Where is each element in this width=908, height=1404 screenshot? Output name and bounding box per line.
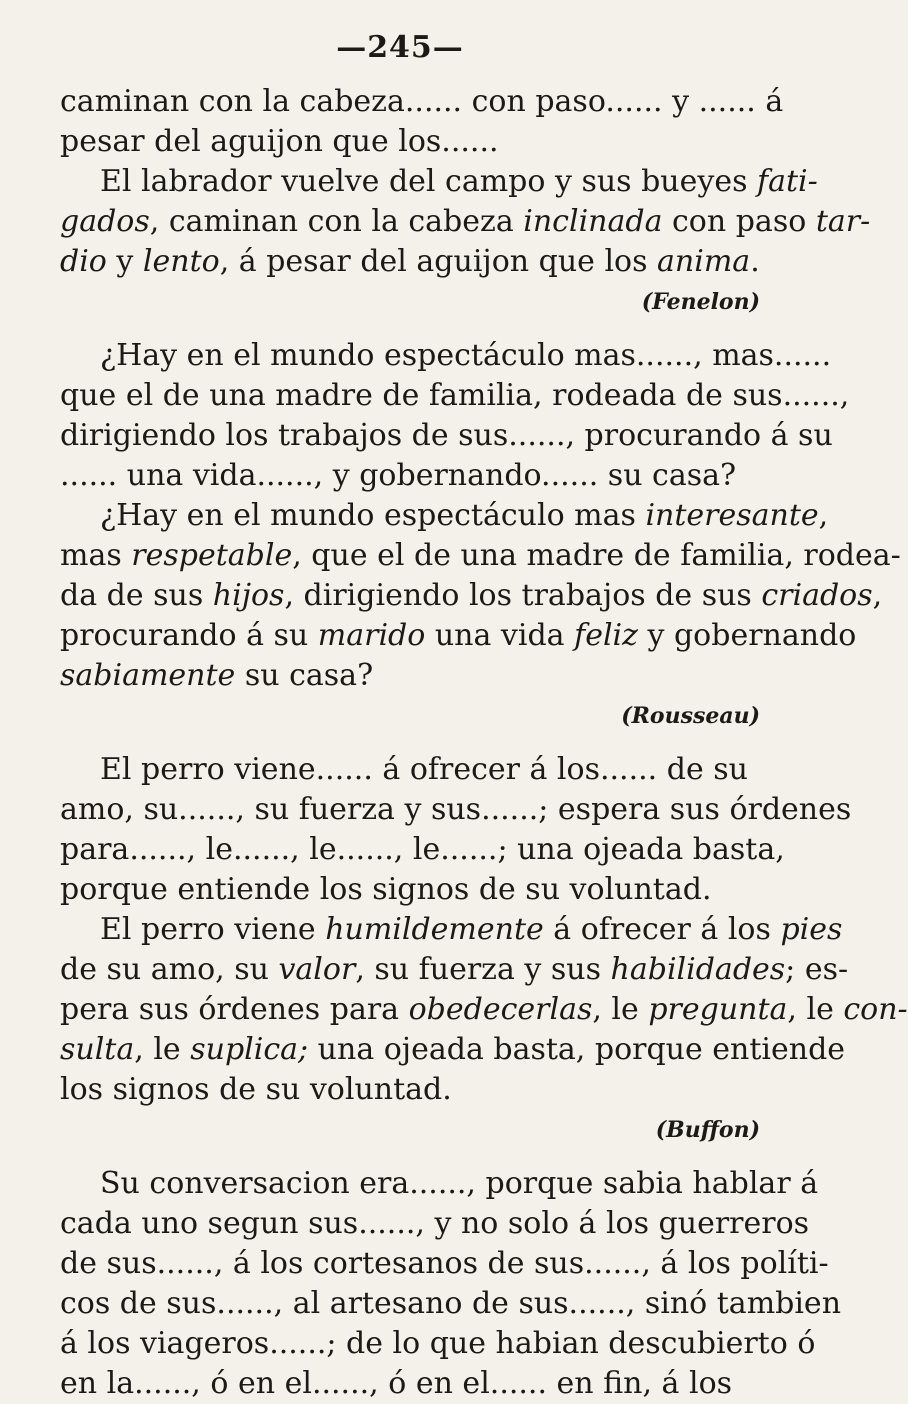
text-line: dirigiendo los trabajos de sus......, procurando á su: [60, 418, 833, 453]
text-line: cada uno segun sus......, y no solo á los guerreros: [60, 1206, 810, 1241]
text-line: sulta, le suplica; una ojeada basta, porque entiende: [60, 1032, 846, 1067]
text-line: de su amo, su valor, su fuerza y sus habilidades; es-: [60, 952, 849, 987]
text-line: porque entiende los signos de su voluntad.: [60, 872, 712, 907]
italic-word: criados: [761, 578, 873, 613]
text-line: caminan con la cabeza...... con paso...... y ...... á: [60, 84, 784, 119]
text-line: El labrador vuelve del campo y sus bueyes fati-: [100, 164, 818, 199]
italic-word: sulta: [60, 1032, 135, 1067]
italic-word: anima: [657, 244, 751, 279]
italic-word: lento: [142, 244, 220, 279]
text-line: da de sus hijos, dirigiendo los trabajos de sus criados,: [60, 578, 883, 613]
italic-word: humildemente: [325, 912, 544, 947]
italic-word: hijos: [212, 578, 285, 613]
page-number: —245—: [336, 30, 464, 65]
attribution-rousseau: (Rousseau): [621, 703, 760, 729]
text-line: de sus......, á los cortesanos de sus......, á los políti-: [60, 1246, 829, 1281]
italic-word: obedecerlas: [408, 992, 593, 1027]
text-line: procurando á su marido una vida feliz y gobernando: [60, 618, 857, 653]
italic-word: fati-: [757, 164, 818, 199]
italic-word: sabiamente: [60, 658, 236, 693]
italic-word: gados: [60, 204, 150, 239]
text-line: Su conversacion era......, porque sabia hablar á: [100, 1166, 819, 1201]
text-line: á los viageros......; de lo que habian descubierto ó: [60, 1326, 816, 1361]
italic-word: pies: [780, 912, 843, 947]
text-line: los signos de su voluntad.: [60, 1072, 452, 1107]
text-line: que el de una madre de familia, rodeada de sus......,: [60, 378, 850, 413]
italic-word: respetable: [131, 538, 293, 573]
italic-word: con-: [843, 992, 908, 1027]
text-line: El perro viene...... á ofrecer á los...... de su: [100, 752, 748, 787]
text-line: pesar del aguijon que los......: [60, 124, 499, 159]
italic-word: dio: [60, 244, 107, 279]
text-line: gados, caminan con la cabeza inclinada con paso tar-: [60, 204, 871, 239]
text-line: ¿Hay en el mundo espectáculo mas......, mas......: [100, 338, 832, 373]
attribution-buffon: (Buffon): [655, 1117, 760, 1143]
text-line: para......, le......, le......, le......; una ojeada basta,: [60, 832, 785, 867]
text-line: amo, su......, su fuerza y sus......; espera sus órdenes: [60, 792, 852, 827]
italic-word: inclinada: [523, 204, 663, 239]
attribution-fenelon: (Fenelon): [641, 289, 760, 315]
italic-word: suplica;: [190, 1032, 309, 1067]
text-line: El perro viene humildemente á ofrecer á los pies: [100, 912, 843, 947]
text-line: dio y lento, á pesar del aguijon que los anima.: [60, 244, 760, 279]
text-line: mas respetable, que el de una madre de familia, rodea-: [60, 538, 901, 573]
italic-word: marido: [317, 618, 426, 653]
text-line: sabiamente su casa?: [60, 658, 374, 693]
italic-word: pregunta: [648, 992, 788, 1027]
italic-word: tar-: [815, 204, 871, 239]
italic-word: feliz: [574, 618, 638, 653]
text-line: ...... una vida......, y gobernando...... su casa?: [60, 458, 737, 493]
text-line: cos de sus......, al artesano de sus......, sinó tambien: [60, 1286, 842, 1321]
italic-word: interesante: [645, 498, 819, 533]
text-line: pera sus órdenes para obedecerlas, le pregunta, le con-: [60, 992, 908, 1027]
text-line: ¿Hay en el mundo espectáculo mas interesante,: [100, 498, 829, 533]
page-text: [60, 82, 908, 1404]
italic-word: habilidades: [610, 952, 786, 987]
text-line: en la......, ó en el......, ó en el...... en fin, á los: [60, 1366, 733, 1401]
italic-word: valor: [278, 952, 356, 987]
